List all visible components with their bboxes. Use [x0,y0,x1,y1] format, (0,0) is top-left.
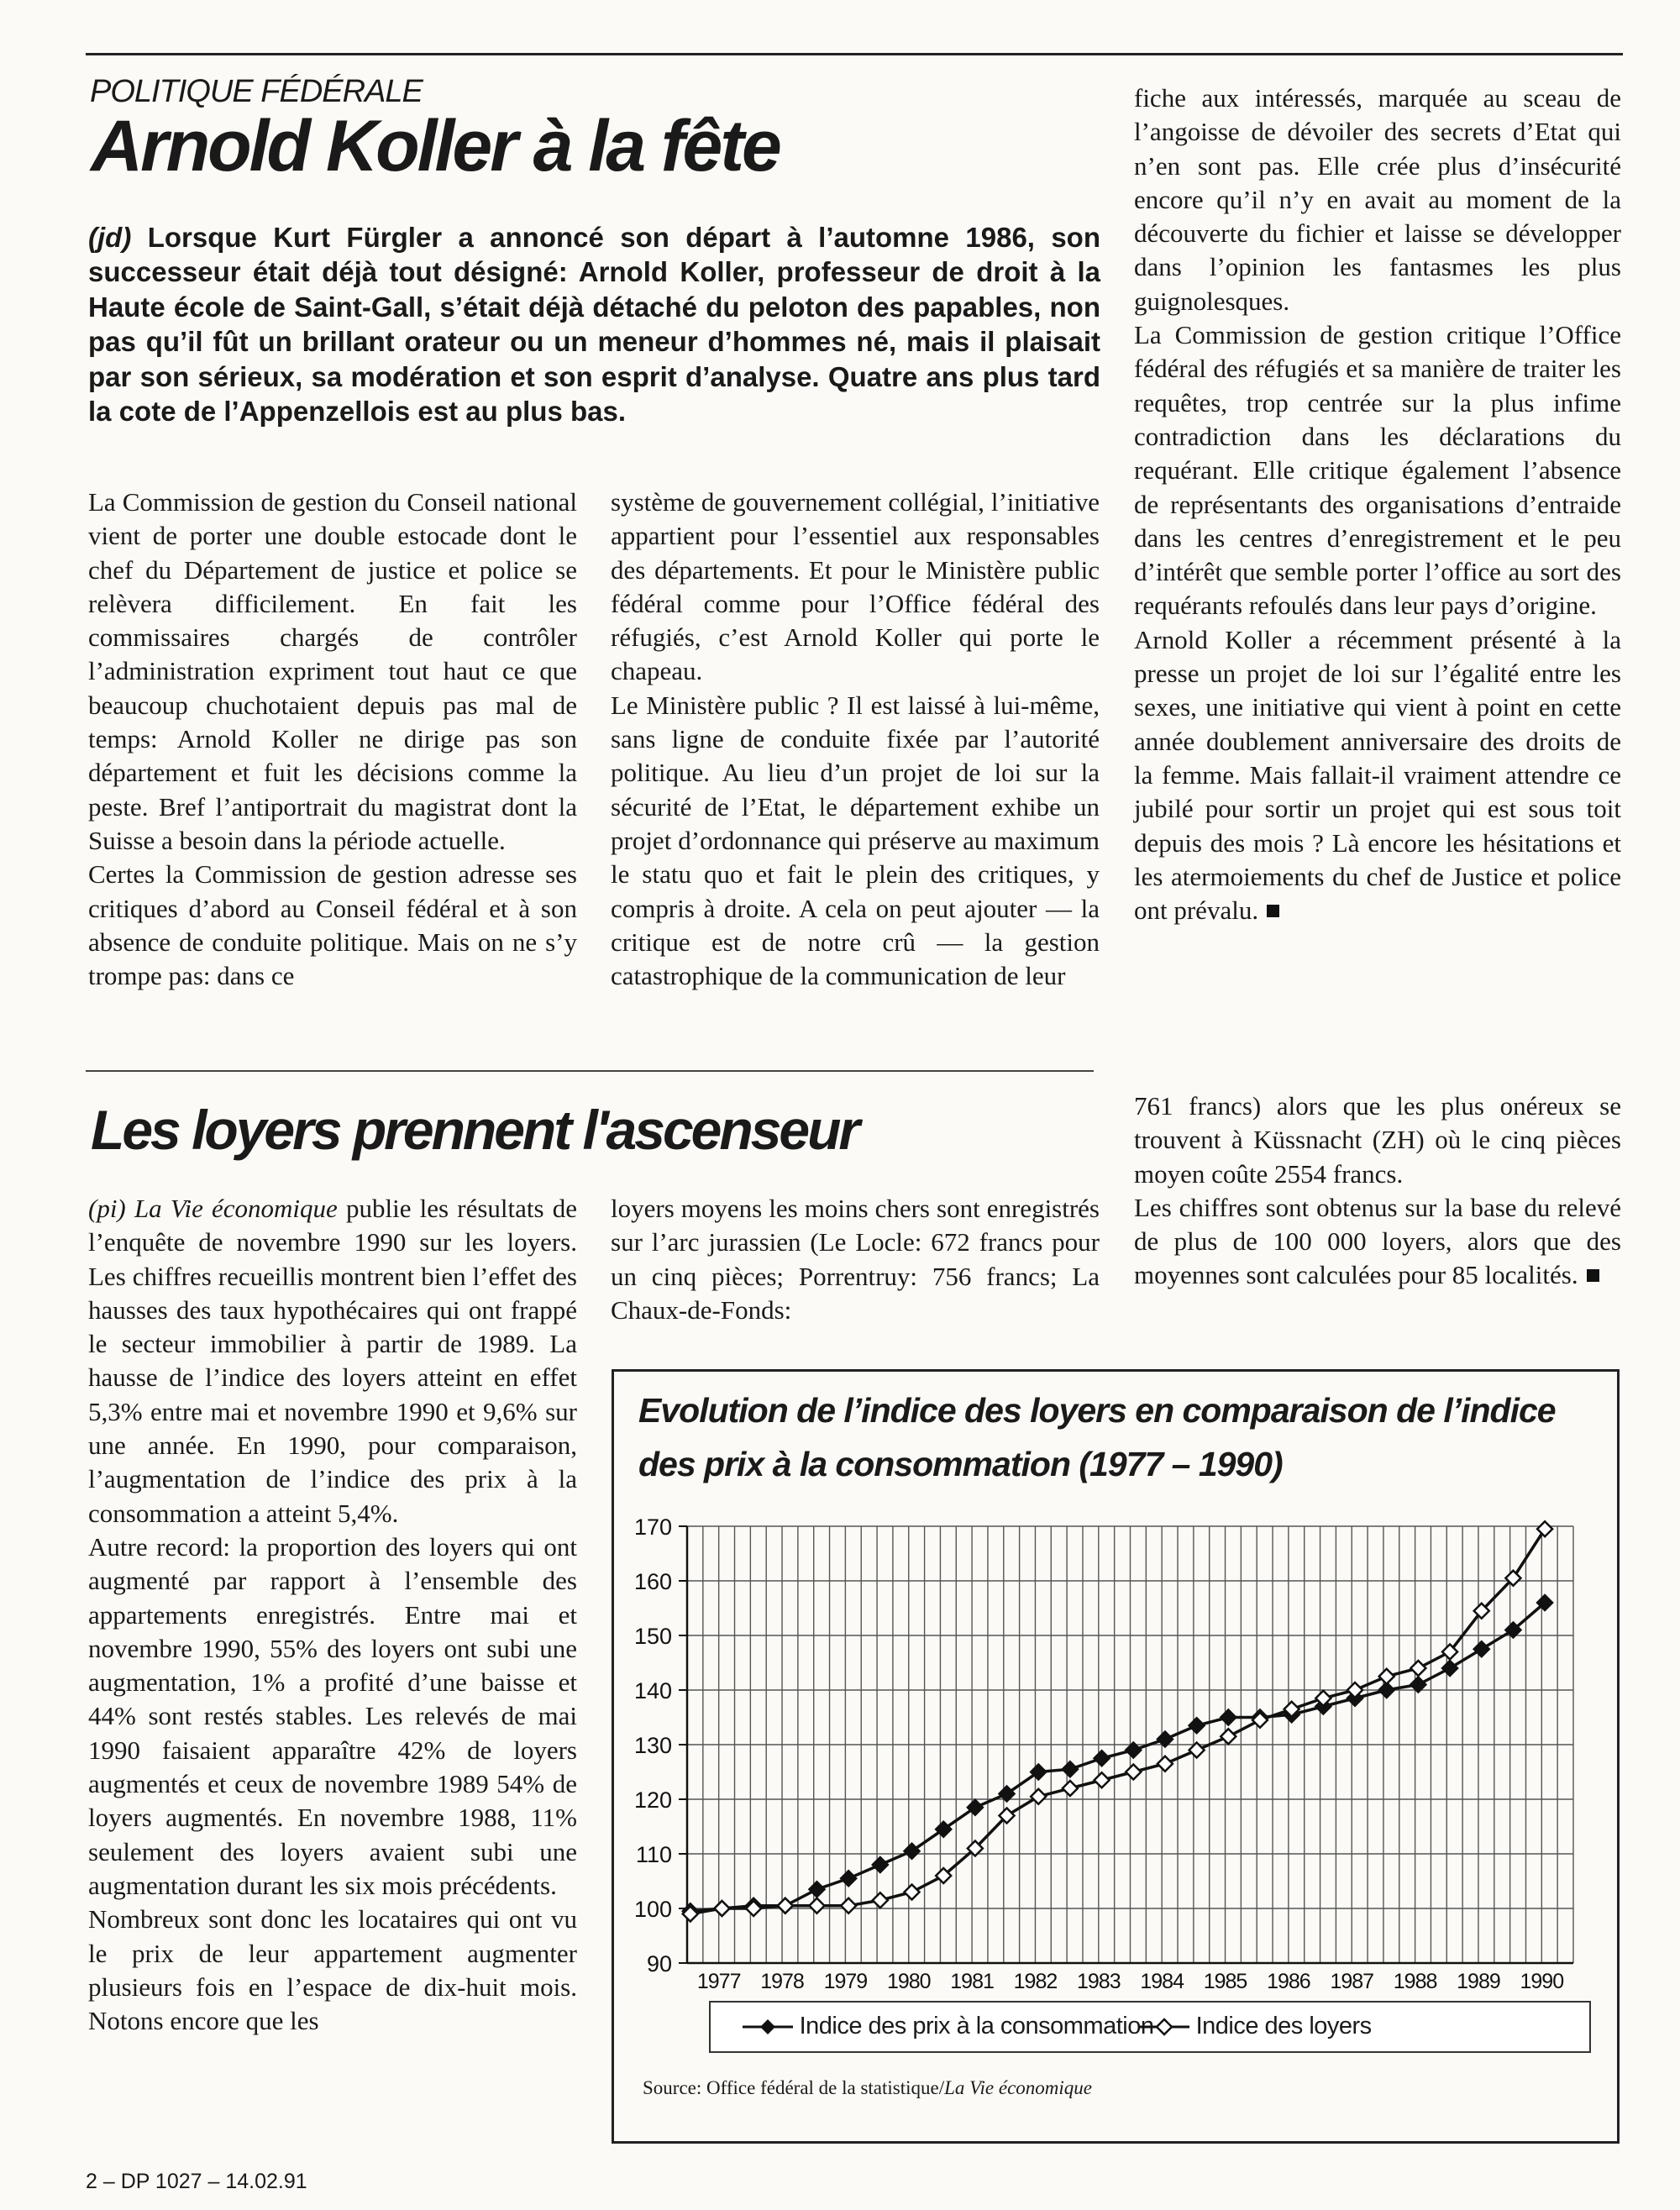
data-point [1474,1641,1489,1656]
x-tick-label: 1989 [1457,1970,1500,1993]
publication-name: La Vie économique [134,1194,338,1223]
paragraph: Autre record: la proportion des loyers qui ont augmenté par rapport à l’ensemble des appartements enregistrés. Entre mai et novembre 1990, 55% des loyers ont subi une augmentation, 1% a profité d’une baisse et 44% sont restés stables. Les relevés de mai 1990 faisaient apparaître 42% de loyers augmentés et ceux de novembre 1989 54% de loyers augmentés. En novembre 1988, 11% seulement des loyers avaient subi une augmentation durant les six mois précédents. [88,1531,577,1900]
data-point [1095,1772,1110,1787]
x-tick-label: 1985 [1203,1970,1247,1993]
paragraph: fiche aux intéressés, marquée au sceau de l’angoisse de dévoiler des secrets d’Etat qui n’en sont pas. Elle crée plus d’insécurité encore qu’il n’y en avait au moment de la découverte du fichier et laisse se développer dans l’opinion les fantasmes les plus guignolesques. [1134,83,1621,316]
paragraph: 761 francs) alors que les plus onéreux se trouvent à Küssnacht (ZH) où le cinq pièces moyen coûte 2554 francs. [1134,1091,1621,1189]
y-tick-label: 100 [633,1897,672,1922]
x-tick-label: 1981 [950,1970,994,1993]
paragraph: La Commission de gestion critique l’Office fédéral des réfugiés et sa manière de traiter les requêtes, trop centrée sur la plus infime contradiction dans les déclarations du requérant. Elle critique également l’absence de représentants des organisations d’entraide dans les centres d’enregistrement et le peu d’intérêt que semble porter l’office au sort des requérants refoulés dans leur pays d’origine. [1134,320,1621,621]
lede-author: (jd) [88,222,132,253]
data-point [1031,1789,1046,1804]
open-diamond-icon [1139,2017,1189,2037]
series-line [690,1603,1545,1911]
y-tick-label: 140 [633,1678,672,1703]
x-tick-label: 1987 [1330,1970,1374,1993]
x-tick-label: 1977 [696,1970,741,1993]
data-point [714,1901,729,1916]
chart-title: Evolution de l’indice des loyers en comparaison de l’indice des prix à la consommation (1977 – 1990) [638,1391,1556,1483]
data-point [1095,1751,1110,1766]
x-tick-label: 1988 [1393,1970,1437,1993]
y-tick-label: 90 [646,1951,672,1976]
data-point [1126,1765,1141,1780]
data-point [778,1898,793,1913]
data-point [809,1898,824,1913]
data-point [873,1857,888,1872]
data-point [1442,1661,1457,1676]
x-tick-label: 1978 [760,1970,804,1993]
article-title: Arnold Koller à la fête [91,106,780,186]
data-point [1537,1521,1552,1536]
paragraph: Le Ministère public ? Il est laissé à lui-même, sans ligne de conduite fixée par l’autorité politique. Au lieu d’un projet de loi sur la sécurité de l’Etat, le département exhibe un projet d’ordonnance qui préserve au maximum le statu quo et fait le plein des critiques, y compris à droite. A cela on peut ajouter — la critique est de notre crû — la gestion catastrophique de la communication de leur [611,690,1100,991]
y-tick-labels [634,1514,672,1976]
data-point [809,1882,824,1897]
data-point [873,1892,888,1908]
x-tick-label: 1990 [1520,1970,1564,1993]
paragraph: Nombreux sont donc les locataires qui ont vu le prix de leur appartement augmenter plusieurs fois en l’espace de dix-huit mois. Notons encore que les [88,1904,577,2036]
data-point [841,1898,856,1913]
legend-item-rent: Indice des loyers [1139,2013,1372,2040]
paragraph: loyers moyens les moins chers sont enregistrés sur l’arc jurassien (Le Locle: 672 francs pour un cinq pièces; Porrentruy: 756 francs; La Chaux-de-Fonds: [611,1194,1100,1325]
section-label: POLITIQUE FÉDÉRALE [90,74,423,109]
x-tick-label: 1983 [1077,1970,1121,1993]
data-point [1221,1710,1236,1725]
paragraph: (pi) La Vie économique publie les résultats de l’enquête de novembre 1990 sur les loyers. Les chiffres recueillis montrent bien l’effet des hausses des taux hypothécaires qui ont frappé le secteur immobilier à partir de 1989. La hausse de l’indice des loyers atteint en effet 5,3% entre mai et novembre 1990 et 9,6% sur une année. En 1990, pour comparaison, l’augmentation de l’indice des prix à la consommation a atteint 5,4%. [88,1194,577,1528]
paragraph: système de gouvernement collégial, l’initiative appartient pour l’essentiel aux responsables des départements. Et pour le Ministère public fédéral comme pour l’Office fédéral des réfugiés, c’est Arnold Koller qui porte le chapeau. [611,487,1100,686]
x-tick-label: 1986 [1267,1970,1310,1993]
series-line [690,1529,1545,1913]
filled-diamond-icon [743,2017,793,2037]
article-title: Les loyers prennent l'ascenseur [91,1099,858,1161]
data-point [1221,1729,1236,1744]
data-point [1158,1756,1173,1772]
x-tick-labels [697,1970,1563,1993]
data-point [841,1871,856,1886]
y-tick-label: 150 [633,1624,672,1649]
x-tick-label: 1979 [823,1970,868,1993]
paragraph: La Commission de gestion du Conseil national vient de porter une double estocade dont le chef du Département de justice et police se relèvera difficilement. En fait les commissaires chargés de contrôler l’administration expriment tout haut ce que beaucoup chuchotaient depuis pas mal de temps: Arnold Koller ne dirige pas son département et fuit les décisions comme la peste. Bref l’antiportrait du magistrat dont la Suisse a besoin dans la période actuelle. [88,487,577,855]
x-tick-label: 1984 [1140,1970,1184,1993]
page-footer: 2 – DP 1027 – 14.02.91 [86,2170,307,2193]
data-point [1379,1669,1394,1684]
y-tick-label: 130 [633,1733,672,1758]
legend-item-cpi: Indice des prix à la consommation [743,2013,1154,2040]
chart-legend [709,2001,1591,2053]
y-tick-label: 170 [633,1514,672,1540]
paragraph: Arnold Koller a récemment présenté à la presse un projet de loi sur l’égalité entre les sexes, une initiative qui vient à point en cette année doublement anniversaire des droits de la femme. Mais fallait-il vraiment attendre ce jubilé pour sortir un projet qui est sous toit depuis des mois ? Là encore les hésitations et les atermoiements du chef de Justice et police ont prévalu. [1134,624,1621,926]
data-point [1063,1781,1078,1796]
data-point [1189,1718,1205,1733]
data-point [1063,1761,1078,1777]
chart-source: Source: Office fédéral de la statistique/La Vie économique [643,2077,1092,2098]
data-point [905,1885,920,1900]
paragraph: Certes la Commission de gestion adresse ses critiques d’abord au Conseil fédéral et à son absence de conduite politique. Mais on ne s’y trompe pas: dans ce [88,859,577,991]
paragraph: Les chiffres sont obtenus sur la base du relevé de plus de 100 000 loyers, alors que des moyennes sont calculées pour 85 localités. [1134,1192,1621,1290]
data-point [1410,1661,1425,1676]
y-tick-label: 110 [635,1842,672,1867]
y-tick-label: 160 [633,1569,672,1594]
x-tick-label: 1982 [1013,1970,1058,1993]
x-tick-label: 1980 [886,1970,931,1993]
y-tick-label: 120 [633,1787,672,1813]
lede-text: Lorsque Kurt Fürgler a annoncé son départ à l’automne 1986, son successeur était déjà tout désigné: Arnold Koller, professeur de droit à la Haute école de Saint-Gall, s’était déjà détaché du peloton des papables, non pas qu’il fût un brillant orateur ou un meneur d’hommes né, mais il plaisait par son sérieux, sa modération et son esprit d’analyse. Quatre ans plus tard la cote de l’Appenzellois est au plus bas. [88,222,1100,428]
